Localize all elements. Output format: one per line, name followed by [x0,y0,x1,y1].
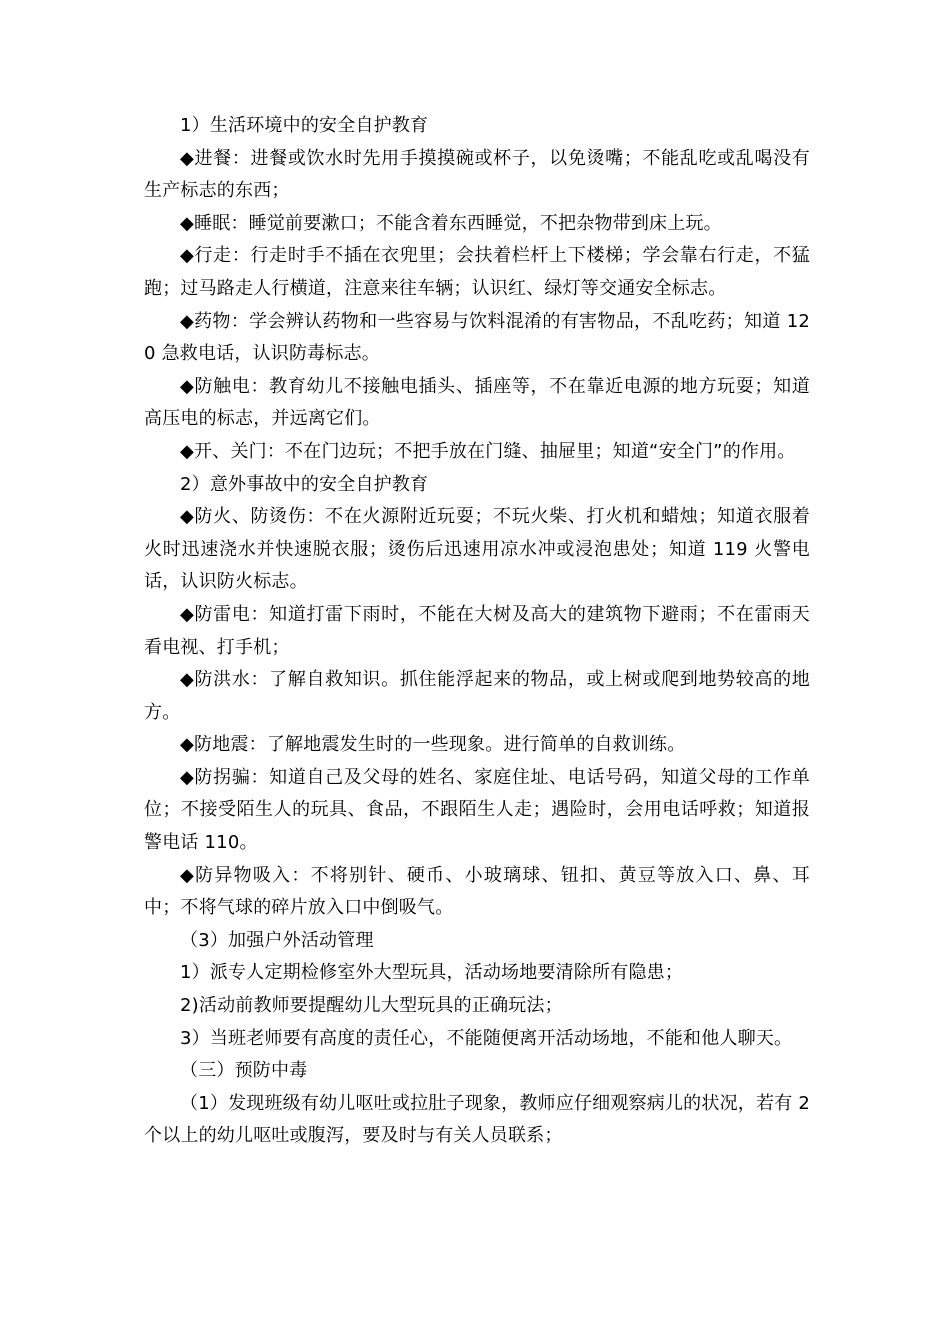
heading-prevent-poisoning: （三）预防中毒 [180,1060,308,1082]
item-doors: ◆开、关门：不在门边玩；不把手放在门缝、抽屉里；知道“安全门”的作用。 [180,440,796,462]
item-electric-shock: ◆防触电：教育幼儿不接触电插头、插座等，不在靠近电源的地方玩耍；知道高压电的标志，并远离它们。 [144,375,810,430]
heading-outdoor-activities: （3）加强户外活动管理 [180,929,374,951]
item-eating: ◆进餐：进餐或饮水时先用手摸摸碗或杯子，以免烫嘴；不能乱吃或乱喝没有生产标志的东西； [144,147,810,202]
outdoor-rule-1: 1）派专人定期检修室外大型玩具，活动场地要清除所有隐患； [180,962,684,984]
poisoning-rule-1: （1）发现班级有幼儿呕吐或拉肚子现象，教师应仔细观察病儿的状况，若有 2 个以上的幼儿呕吐或腹泻，要及时与有关人员联系； [144,1092,810,1147]
item-abduction: ◆防拐骗：知道自己及父母的姓名、家庭住址、电话号码，知道父母的工作单位；不接受陌生人的玩具、食品，不跟陌生人走；遇险时，会用电话呼救；知道报警电话 110。 [144,766,810,854]
item-earthquake: ◆防地震：了解地震发生时的一些现象。进行简单的自救训练。 [180,734,686,756]
document-page [144,110,810,1153]
item-medicine: ◆药物：学会辨认药物和一些容易与饮料混淆的有害物品，不乱吃药；知道 120 急救电话，认识防毒标志。 [144,310,810,365]
item-flood: ◆防洪水：了解自救知识。抓住能浮起来的物品，或上树或爬到地势较高的地方。 [144,669,810,723]
item-fire-burns: ◆防火、防烫伤：不在火源附近玩耍；不玩火柴、打火机和蜡烛；知道衣服着火时迅速浇水并快速脱衣服；烫伤后迅速用凉水冲或浸泡患处；知道 119 火警电话，认识防火标志。 [144,506,810,593]
item-lightning: ◆防雷电：知道打雷下雨时，不能在大树及高大的建筑物下避雨；不在雷雨天看电视、打手机； [144,603,810,658]
outdoor-rule-3: 3）当班老师要有高度的责任心，不能随便离开活动场地，不能和他人聊天。 [180,1027,793,1049]
heading-accidents: 2）意外事故中的安全自护教育 [180,473,429,495]
heading-living-environment: 1）生活环境中的安全自护教育 [180,115,429,136]
item-sleeping: ◆睡眠：睡觉前要漱口；不能含着东西睡觉，不把杂物带到床上玩。 [180,212,722,234]
item-walking: ◆行走：行走时手不插在衣兜里；会扶着栏杆上下楼梯；学会靠右行走，不猛跑；过马路走人行横道，注意来往车辆；认识红、绿灯等交通安全标志。 [144,245,810,299]
item-foreign-objects: ◆防异物吸入：不将别针、硬币、小玻璃球、钮扣、黄豆等放入口、鼻、耳中；不将气球的碎片放入口中倒吸气。 [144,864,810,919]
outdoor-rule-2: 2)活动前教师要提醒幼儿大型玩具的正确玩法； [180,995,563,1017]
